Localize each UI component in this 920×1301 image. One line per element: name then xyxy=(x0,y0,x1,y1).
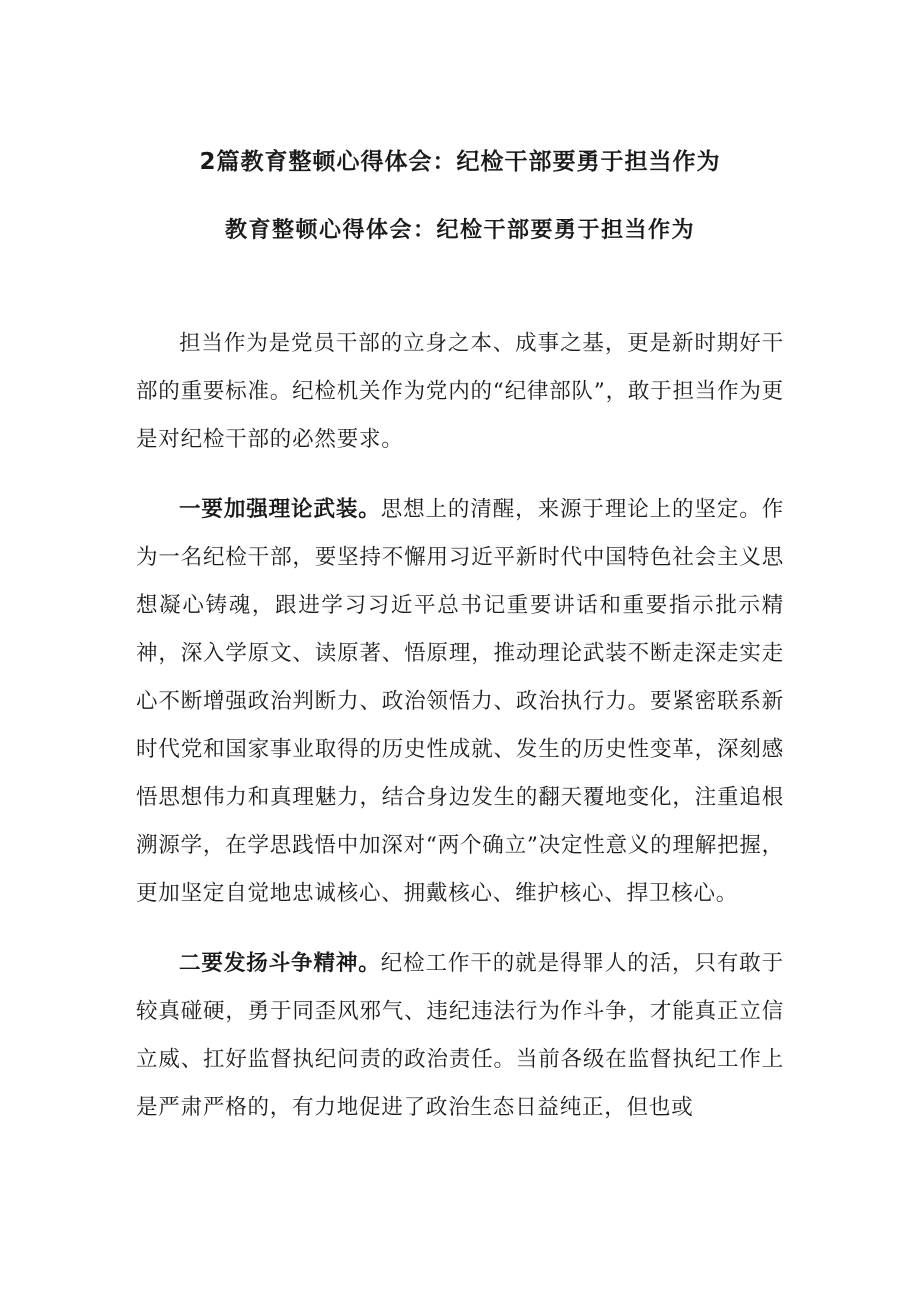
paragraph-text: 思想上的清醒，来源于理论上的坚定。作为一名纪检干部，要坚持不懈用习近平新时代中国特色社会主义思想凝心铸魂，跟进学习习近平总书记重要讲话和重要指示批示精神，深入学原文、读原著、悟原理，推动理论武装不断走深走实走心不断增强政治判断力、政治领悟力、政治执行力。要紧密联系新时代党和国家事业取得的历史性成就、发生的历史性变革，深刻感悟思想伟力和真理魅力，结合身边发生的翻天覆地变化，注重追根溯源学，在学思践悟中加深对“两个确立”决定性意义的理解把握，更加坚定自觉地忠诚核心、拥戴核心、维护核心、捍卫核心。 xyxy=(136,497,784,906)
paragraph-intro xyxy=(136,320,784,464)
paragraph-text: 担当作为是党员干部的立身之本、成事之基，更是新时期好干部的重要标准。纪检机关作为党内的“纪律部队”，敢于担当作为更是对纪检干部的必然要求。 xyxy=(136,331,784,452)
document-subtitle: 教育整顿心得体会：纪检干部要勇于担当作为 xyxy=(224,217,695,243)
document-title: 2篇教育整顿心得体会：纪检干部要勇于担当作为 xyxy=(199,149,721,175)
paragraph-lead: 一要加强理论武装。 xyxy=(179,497,381,522)
paragraph-struggle xyxy=(136,940,784,1132)
paragraph-lead: 二要发扬斗争精神。 xyxy=(179,951,381,976)
document-body xyxy=(136,320,784,1154)
paragraph-theory xyxy=(136,486,784,918)
paragraph-text: 纪检工作干的就是得罪人的活，只有敢于较真碰硬，勇于同歪风邪气、违纪违法行为作斗争，才能真正立信立威、扛好监督执纪问责的政治责任。当前各级在监督执纪工作上是严肃严格的，有力地促进了政治生态日益纯正，但也或 xyxy=(136,951,784,1120)
